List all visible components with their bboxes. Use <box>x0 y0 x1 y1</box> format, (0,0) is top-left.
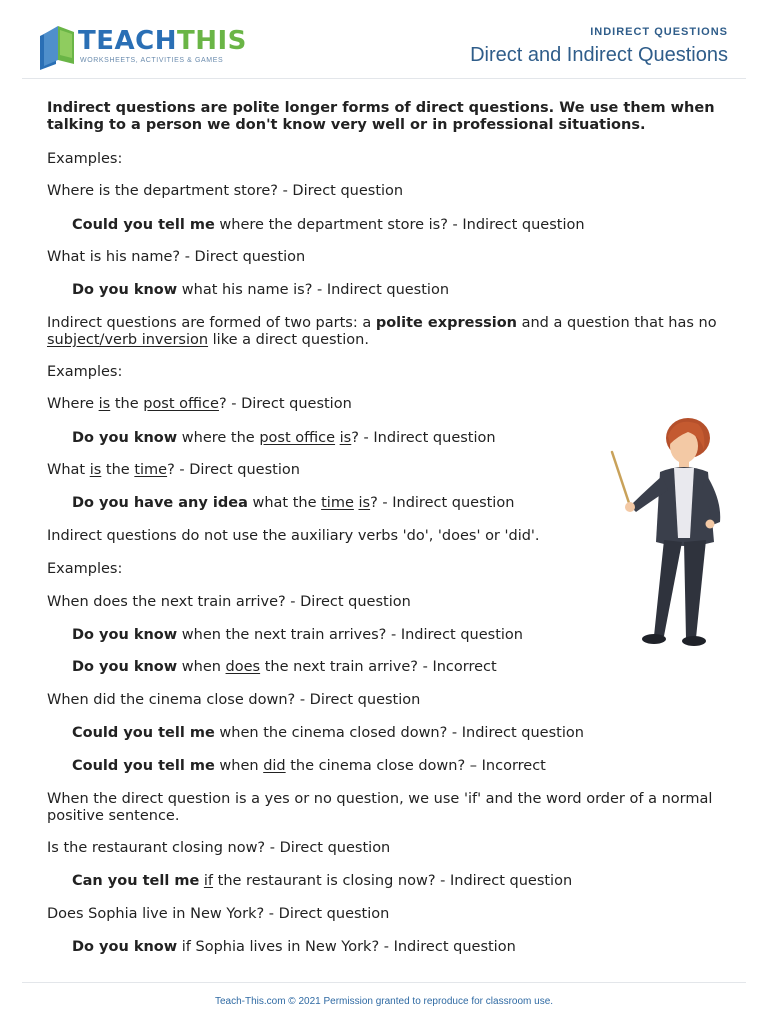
example-indirect: Do you know what his name is? - Indirect question <box>72 282 450 298</box>
example-indirect: Do you know if Sophia lives in New York? - Indirect question <box>72 939 516 955</box>
page-header <box>0 0 768 80</box>
logo-wordmark: TEACHTHIS <box>78 26 247 56</box>
example-direct: What is his name? - Direct question <box>47 249 306 265</box>
example-direct: Where is the post office? - Direct question <box>47 396 352 412</box>
teacher-illustration <box>604 410 734 648</box>
example-indirect: Do you know when the next train arrives? - Indirect question <box>72 627 523 643</box>
example-indirect: Do you have any idea what the time is? - Indirect question <box>72 495 515 511</box>
header-divider <box>22 78 746 79</box>
example-incorrect: Could you tell me when did the cinema close down? – Incorrect <box>72 758 546 774</box>
examples-label: Examples: <box>47 561 123 577</box>
example-indirect: Can you tell me if the restaurant is closing now? - Indirect question <box>72 873 573 889</box>
copyright-footer: Teach-This.com © 2021 Permission granted to reproduce for classroom use. <box>214 996 554 1007</box>
rule-paragraph: Indirect questions do not use the auxiliary verbs 'do', 'does' or 'did'. <box>47 528 540 544</box>
example-indirect: Could you tell me where the department store is? - Indirect question <box>72 217 585 233</box>
logo-tagline: WORKSHEETS, ACTIVITIES & GAMES <box>80 57 224 64</box>
example-direct: Is the restaurant closing now? - Direct question <box>47 840 391 856</box>
example-direct: Does Sophia live in New York? - Direct question <box>47 906 390 922</box>
example-direct: When does the next train arrive? - Direct question <box>47 594 411 610</box>
section-eyebrow: INDIRECT QUESTIONS <box>590 26 728 38</box>
rule-paragraph: Indirect questions are formed of two parts: a polite expression and a question that has no subject/verb inversion like a direct question. <box>47 315 717 348</box>
page-title: Direct and Indirect Questions <box>470 44 728 66</box>
example-direct: What is the time? - Direct question <box>47 462 300 478</box>
example-direct: Where is the department store? - Direct question <box>47 183 404 199</box>
rule-paragraph: When the direct question is a yes or no question, we use 'if' and the word order of a normal positive sentence. <box>47 791 713 824</box>
book-logo-icon <box>36 24 80 70</box>
intro-paragraph: Indirect questions are polite longer forms of direct questions. We use them when talking to a person we don't know very well or in professional situations. <box>47 100 715 133</box>
teach-this-logo[interactable] <box>36 24 247 70</box>
example-direct: When did the cinema close down? - Direct question <box>47 692 421 708</box>
example-indirect: Could you tell me when the cinema closed down? - Indirect question <box>72 725 584 741</box>
header-titles <box>470 26 728 67</box>
example-indirect: Do you know where the post office is? - Indirect question <box>72 430 496 446</box>
examples-label: Examples: <box>47 364 123 380</box>
footer-divider <box>22 982 746 983</box>
examples-label: Examples: <box>47 151 123 167</box>
example-incorrect: Do you know when does the next train arrive? - Incorrect <box>72 659 497 675</box>
